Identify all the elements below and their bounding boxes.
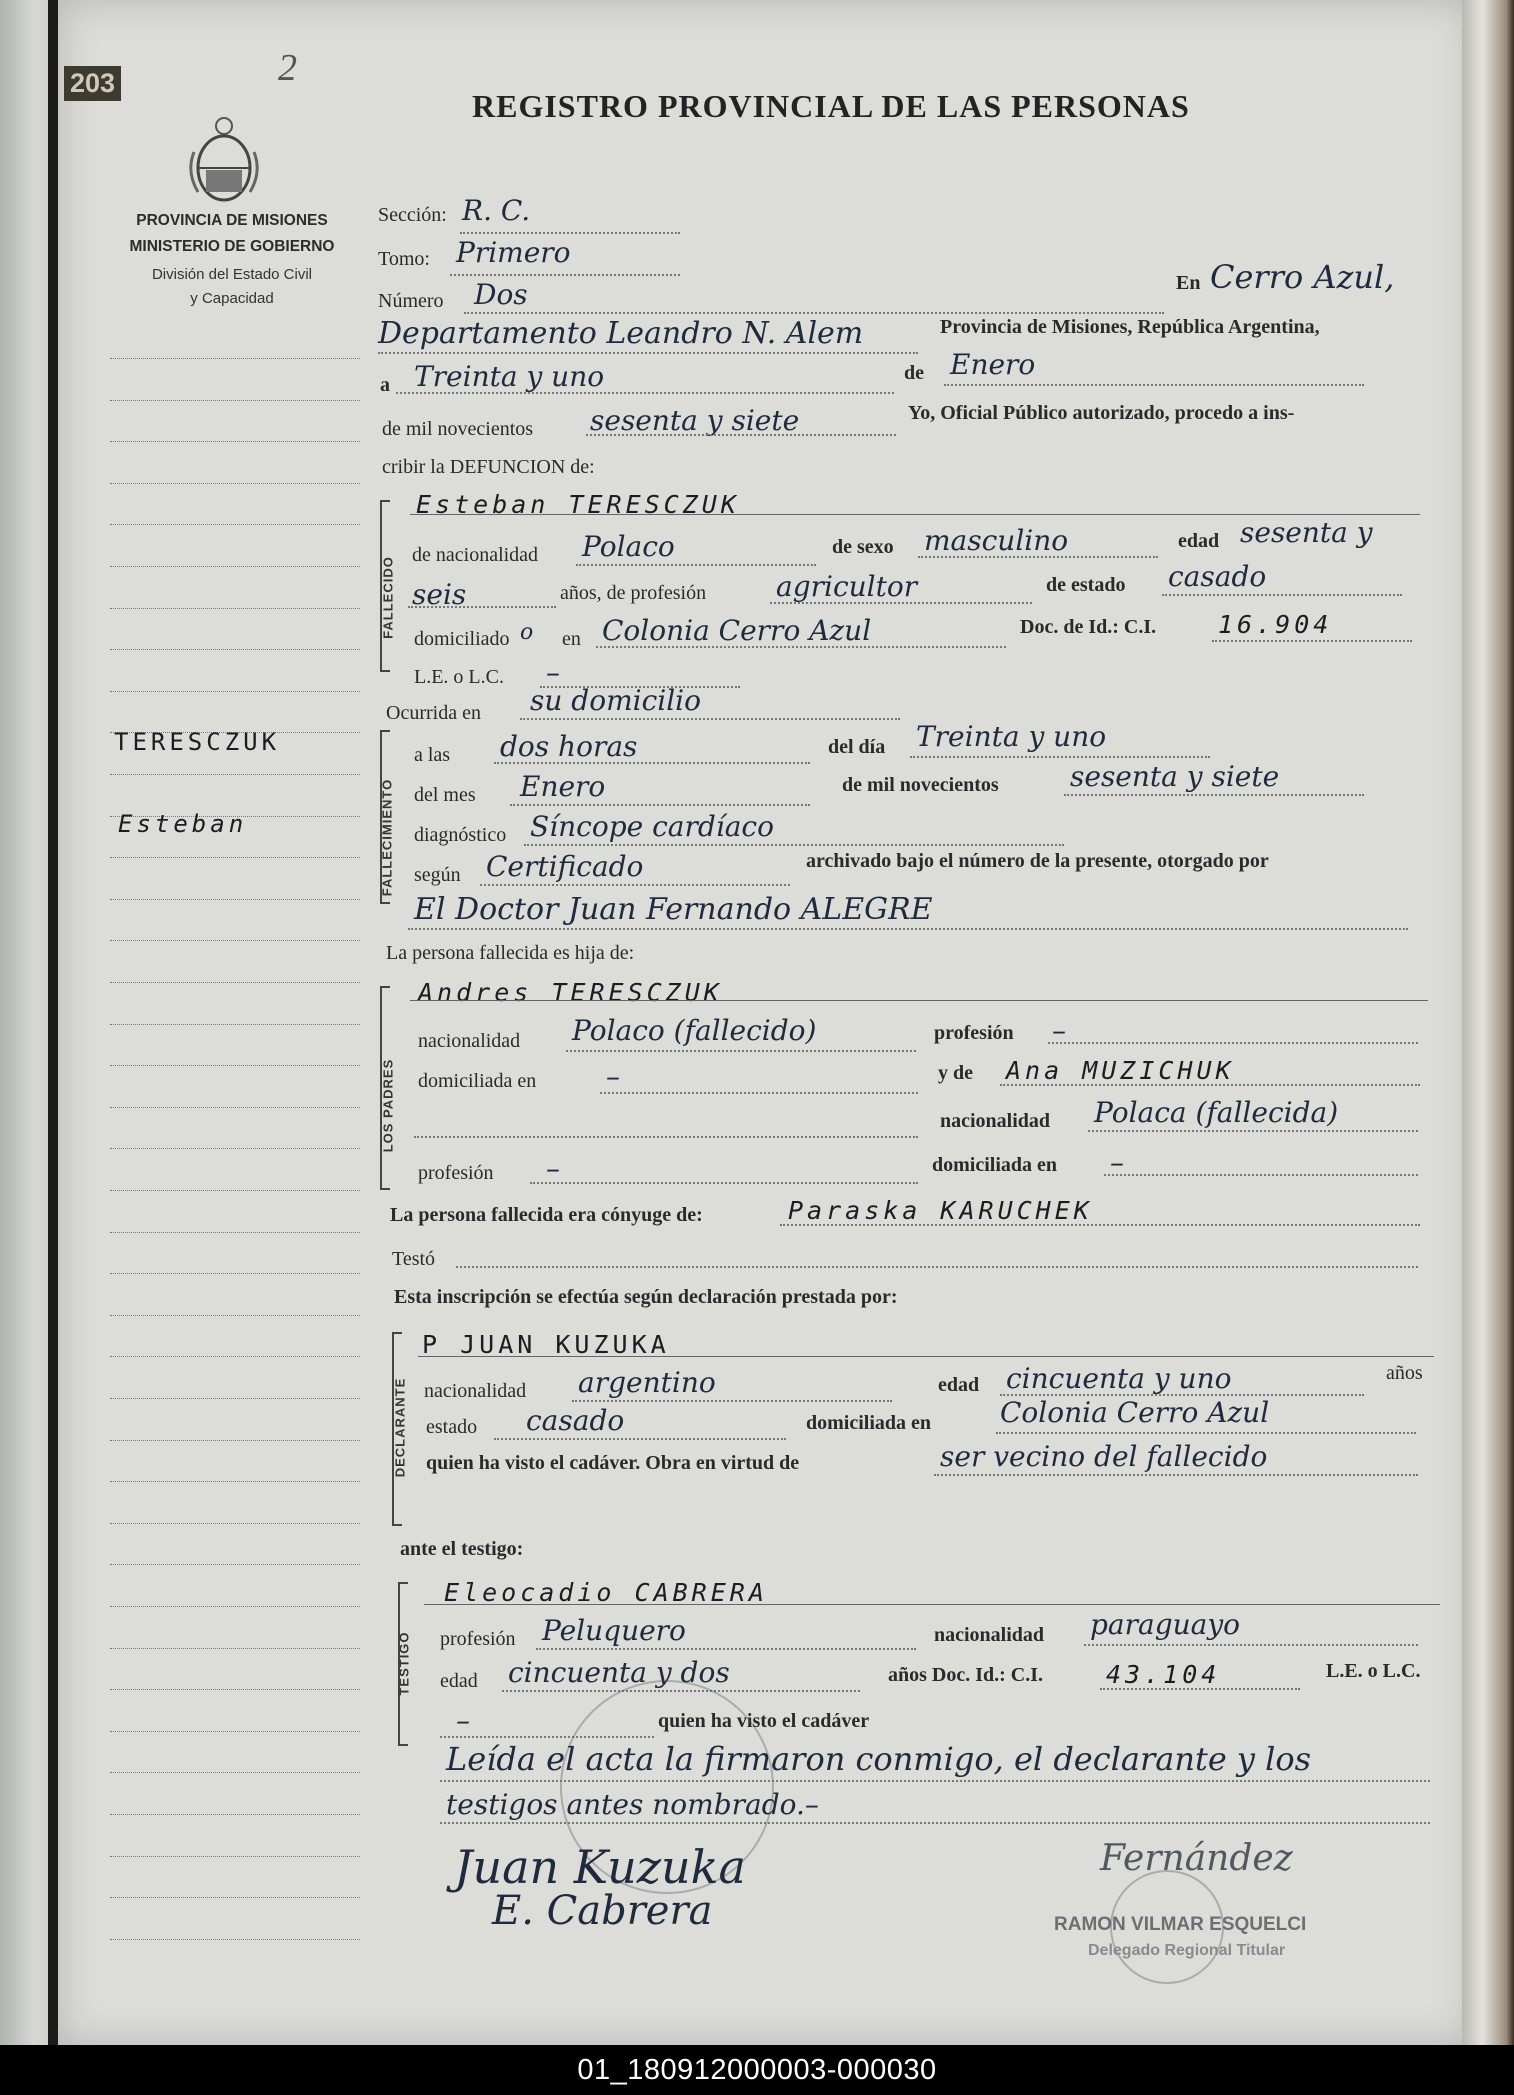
fallecido-estado-value: casado — [1168, 560, 1267, 593]
madre-dom-value: – — [1110, 1146, 1124, 1179]
margin-rule-line — [110, 857, 360, 858]
margin-rule-line — [110, 1856, 360, 1857]
padre-nombre: Andres TERESCZUK — [418, 978, 723, 1007]
margin-rule-line — [110, 566, 360, 567]
margin-rule-line — [110, 1273, 360, 1274]
dia-value: Treinta y uno — [414, 360, 605, 393]
section-declarante: DECLARANTE — [392, 1377, 408, 1478]
insc-text: Esta inscripción se efectúa según declaración prestada por: — [394, 1286, 898, 1308]
margin-rule-line — [110, 400, 360, 401]
margin-rule-line — [110, 1315, 360, 1316]
ante-testigo-text: ante el testigo: — [400, 1538, 524, 1560]
fallecido-domicilio-value: Colonia Cerro Azul — [602, 614, 872, 647]
padres-intro: La persona fallecida es hija de: — [386, 942, 635, 964]
fallecido-en-label: en — [562, 628, 581, 650]
margin-rule-line — [110, 1731, 360, 1732]
margin-rule-line — [110, 982, 360, 983]
fallecimiento-mes-value: Enero — [520, 770, 606, 803]
padre-prof-label: profesión — [934, 1022, 1014, 1044]
anio-value: sesenta y siete — [590, 404, 800, 437]
numero-value: Dos — [474, 278, 528, 311]
margin-rule-line — [110, 691, 360, 692]
fallecido-edad-value2: seis — [412, 578, 467, 611]
declarante-dom-label: domiciliada en — [806, 1412, 932, 1434]
fallecido-le-label: L.E. o L.C. — [414, 666, 504, 688]
margin-rule-line — [110, 1190, 360, 1191]
stamp-number: 203 — [64, 66, 121, 101]
padre-dom-label: domiciliada en — [418, 1070, 537, 1092]
fallecido-doc-value: 16.904 — [1218, 610, 1333, 639]
margin-rule-line — [110, 774, 360, 775]
declarante-nac-value: argentino — [578, 1366, 716, 1399]
mes-value: Enero — [950, 348, 1036, 381]
fallecido-anios-label: años, de profesión — [560, 582, 707, 604]
seccion-label: Sección: — [378, 204, 447, 226]
testigo-doc-value: 43.104 — [1106, 1660, 1221, 1689]
fallecido-nac-label: de nacionalidad — [412, 544, 539, 566]
firma-testigo: E. Cabrera — [492, 1888, 713, 1934]
margin-rule-line — [110, 1648, 360, 1649]
padre-nac-value: Polaco (fallecido) — [572, 1014, 817, 1047]
margin-rule-line — [110, 1232, 360, 1233]
book-binding-right — [1462, 0, 1514, 2045]
margin-rule-line — [110, 1065, 360, 1066]
margin-rule-line — [110, 1897, 360, 1898]
seccion-value: R. C. — [462, 194, 531, 227]
sello-nombre: RAMON VILMAR ESQUELCI — [1054, 1914, 1307, 1935]
conyuge-label: La persona fallecida era cónyuge de: — [390, 1204, 703, 1226]
mil-label: de mil novecientos — [382, 418, 534, 440]
padre-dom-value: – — [606, 1060, 620, 1093]
oficial-text: Yo, Oficial Público autorizado, procedo a ins- — [908, 402, 1295, 424]
margin-rule-line — [110, 608, 360, 609]
margin-rule-line — [110, 524, 360, 525]
departamento-value: Departamento Leandro N. Alem — [378, 316, 864, 351]
fallecido-edad-value: sesenta y — [1240, 516, 1373, 549]
fallecido-le-value: – — [546, 656, 560, 689]
declarante-estado-value: casado — [526, 1404, 625, 1437]
margin-rule-line — [110, 1481, 360, 1482]
testigo-nac-value: paraguayo — [1090, 1608, 1241, 1641]
madre-prof-label: profesión — [418, 1162, 494, 1184]
fallecido-domicilio-label: domiciliado — [414, 628, 510, 650]
margin-surname: TERESCZUK — [114, 728, 281, 756]
fallecido-domicilio-o: o — [520, 620, 534, 645]
hora-value: dos horas — [500, 730, 638, 763]
declarante-dom-value: Colonia Cerro Azul — [1000, 1396, 1270, 1429]
madre-dom-label: domiciliada en — [932, 1154, 1058, 1176]
cierre-leida1: Leída el acta la firmaron conmigo, el declarante y los — [446, 1740, 1312, 1778]
margin-rule-line — [110, 1689, 360, 1690]
section-testigo: TESTIGO — [396, 1631, 412, 1696]
left-head-ministerio: MINISTERIO DE GOBIERNO — [129, 238, 335, 255]
madre-nac-label: nacionalidad — [940, 1110, 1051, 1132]
book-binding-left — [0, 0, 48, 2045]
testigo-edad-label: edad — [440, 1670, 478, 1692]
margin-rule-line — [110, 1814, 360, 1815]
margin-rule-line — [110, 1440, 360, 1441]
left-head-provincia: PROVINCIA DE MISIONES — [136, 212, 328, 229]
yde-label: y de — [938, 1062, 973, 1084]
sello-cargo: Delegado Regional Titular — [1088, 1942, 1286, 1959]
segun-value: Certificado — [486, 850, 644, 883]
fallecido-nombre: Esteban TERESCZUK — [416, 490, 740, 519]
margin-rule-line — [110, 1939, 360, 1940]
testigo-dash: – — [456, 1704, 470, 1737]
fallecimiento-dia-value: Treinta y uno — [916, 720, 1107, 753]
madre-nac-value: Polaca (fallecida) — [1094, 1096, 1339, 1129]
fallecido-profesion-value: agricultor — [776, 570, 918, 603]
declarante-nombre: P JUAN KUZUKA — [422, 1330, 670, 1359]
madre-nombre: Ana MUZICHUK — [1006, 1056, 1235, 1085]
testo-label: Testó — [392, 1248, 436, 1270]
margin-rule-line — [110, 940, 360, 941]
margin-rule-line — [110, 1523, 360, 1524]
margin-rule-line — [110, 483, 360, 484]
firma-oficial: Fernández — [1100, 1838, 1293, 1879]
medico-value: El Doctor Juan Fernando ALEGRE — [414, 892, 933, 927]
declarante-anios-label: años — [1386, 1362, 1423, 1384]
coat-of-arms-icon — [186, 112, 262, 208]
declarante-edad-label: edad — [938, 1374, 980, 1396]
declarante-estado-label: estado — [426, 1416, 478, 1438]
margin-rule-line — [110, 1564, 360, 1565]
provincia-text: Provincia de Misiones, República Argentina, — [940, 316, 1320, 338]
margin-rule-line — [110, 1356, 360, 1357]
section-fallecimiento: FALLECIMIENTO — [379, 778, 395, 897]
fallecimiento-mil-label: de mil novecientos — [842, 774, 999, 796]
archivado-text: archivado bajo el número de la presente, otorgado por — [806, 850, 1269, 872]
margin-rule-line — [110, 1606, 360, 1607]
section-fallecido: FALLECIDO — [380, 556, 396, 639]
fallecido-sexo-label: de sexo — [832, 536, 894, 558]
de-label: de — [904, 362, 924, 384]
diag-value: Síncope cardíaco — [530, 810, 774, 843]
declarante-virtud-value: ser vecino del fallecido — [940, 1440, 1268, 1473]
footer-id: 01_180912000003-000030 — [0, 2045, 1514, 2095]
margin-rule-line — [110, 441, 360, 442]
conyuge-value: Paraska KARUCHEK — [788, 1196, 1093, 1225]
fallecimiento-anio-value: sesenta y siete — [1070, 760, 1280, 793]
testigo-doc-label: años Doc. Id.: C.I. — [888, 1664, 1044, 1686]
margin-rule-line — [110, 1148, 360, 1149]
section-padres: LOS PADRES — [380, 1058, 396, 1153]
en-label: En — [1176, 272, 1201, 294]
testigo-prof-value: Peluquero — [542, 1614, 686, 1647]
madre-prof-value: – — [546, 1152, 560, 1185]
page-number: 2 — [278, 47, 297, 89]
margin-rule-line — [110, 1772, 360, 1773]
margin-rule-line — [110, 649, 360, 650]
fallecido-nac-value: Polaco — [582, 530, 675, 563]
dia-label: del día — [828, 736, 886, 758]
testigo-nac-label: nacionalidad — [934, 1624, 1045, 1646]
testigo-edad-value: cincuenta y dos — [508, 1656, 730, 1689]
numero-label: Número — [378, 290, 444, 312]
declarante-nac-label: nacionalidad — [424, 1380, 527, 1402]
margin-rule-line — [110, 358, 360, 359]
tomo-label: Tomo: — [378, 248, 430, 270]
testigo-prof-label: profesión — [440, 1628, 516, 1650]
margin-rule-line — [110, 1024, 360, 1025]
left-head-capacidad: y Capacidad — [190, 290, 274, 307]
alas-label: a las — [414, 744, 451, 766]
margin-rule-line — [110, 1107, 360, 1108]
ocurrida-value: su domicilio — [530, 684, 701, 717]
fallecido-edad-label: edad — [1178, 530, 1220, 552]
margin-name: Esteban — [118, 810, 248, 838]
fallecido-sexo-value: masculino — [924, 524, 1069, 557]
en-value: Cerro Azul, — [1210, 258, 1395, 296]
tomo-value: Primero — [456, 236, 571, 269]
fallecido-doc-label: Doc. de Id.: C.I. — [1020, 616, 1157, 638]
left-head-division: División del Estado Civil — [151, 266, 313, 283]
page-title: REGISTRO PROVINCIAL DE LAS PERSONAS — [472, 88, 1190, 124]
fallecido-estado-label: de estado — [1046, 574, 1126, 596]
cierre-leida2: testigos antes nombrado.– — [446, 1788, 819, 1821]
margin-rule-line — [110, 899, 360, 900]
testigo-visto-text: quien ha visto el cadáver — [658, 1710, 870, 1732]
testigo-le-label: L.E. o L.C. — [1326, 1660, 1421, 1682]
segun-label: según — [414, 864, 461, 886]
mes-label: del mes — [414, 784, 476, 806]
declarante-edad-value: cincuenta y uno — [1006, 1362, 1232, 1395]
testigo-nombre: Eleocadio CABRERA — [444, 1578, 768, 1607]
ocurrida-label: Ocurrida en — [386, 702, 481, 724]
padre-nac-label: nacionalidad — [418, 1030, 521, 1052]
declarante-visto-text: quien ha visto el cadáver. Obra en virtud de — [426, 1452, 800, 1474]
firma-declarante: Juan Kuzuka — [454, 1840, 746, 1894]
cribir-text: cribir la DEFUNCION de: — [382, 456, 595, 478]
diag-label: diagnóstico — [414, 824, 507, 846]
margin-rule-line — [110, 1398, 360, 1399]
padre-prof-value: – — [1052, 1014, 1066, 1047]
a-label: a — [380, 374, 390, 396]
